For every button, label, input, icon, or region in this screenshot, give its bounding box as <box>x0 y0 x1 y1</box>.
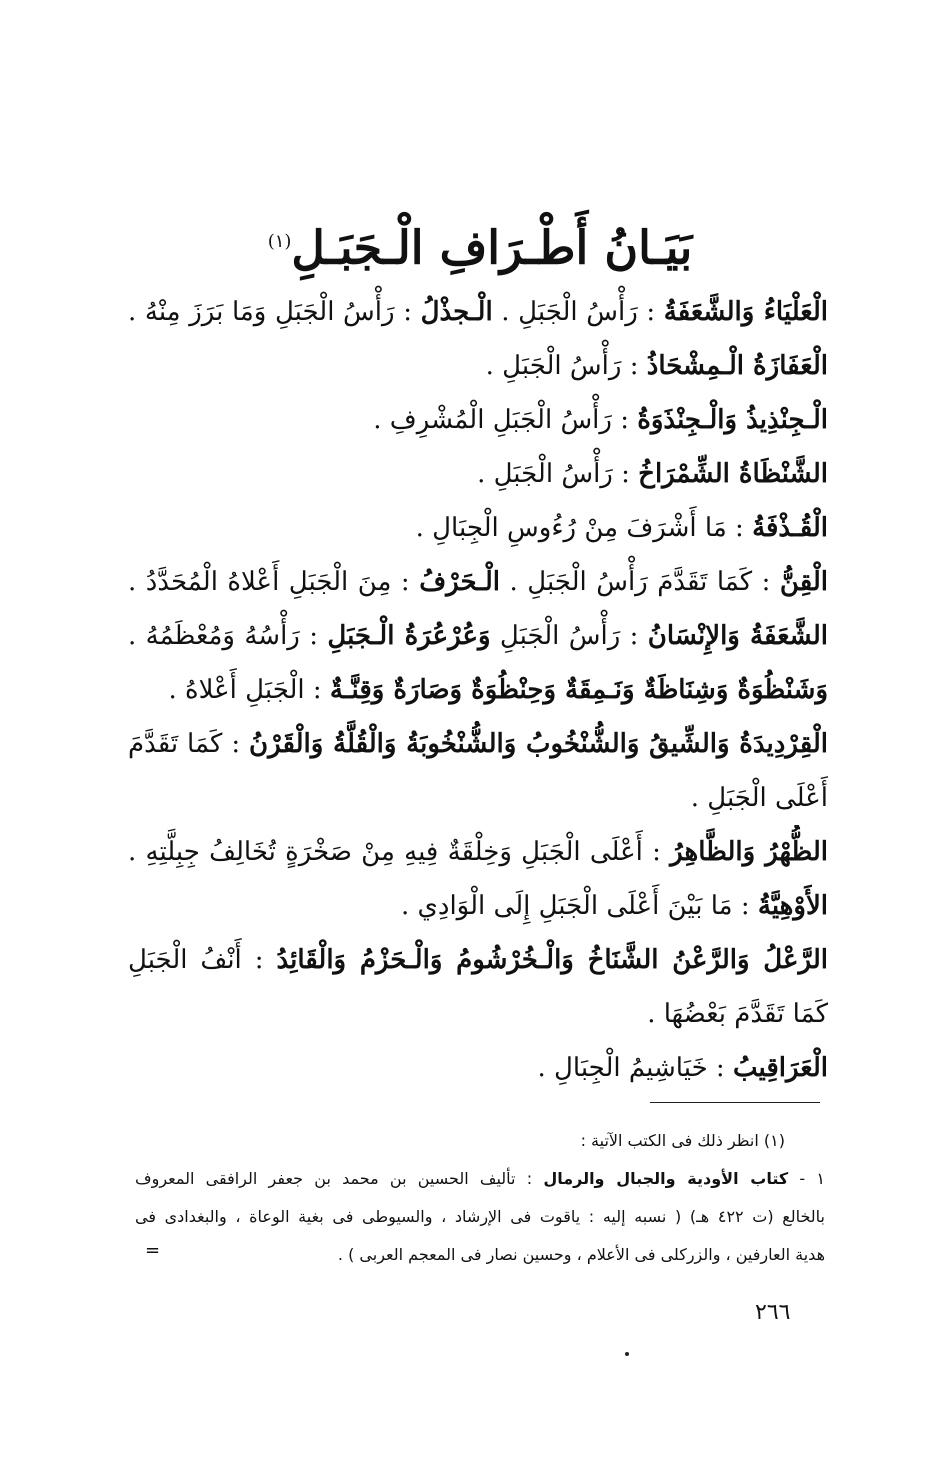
entry-definition: : رَأْسُ الْجَبَلِ . <box>477 459 639 489</box>
entry-continuation-line <box>128 987 828 1041</box>
entry-definition: : مَا بَيْنَ أَعْلَى الْجَبَلِ إِلَى الْوَادِي . <box>401 891 758 921</box>
footnote-line <box>135 1198 825 1236</box>
entry-definition: : أَنْفُ الْجَبَلِ <box>128 945 277 975</box>
entry-definition: : خَيَاشِيمُ الْجِبَالِ . <box>537 1053 733 1083</box>
entry-headword: الأَوْهِيَّةُ <box>757 891 828 921</box>
entry-definition: : كَمَا تَقَدَّمَ رَأْسُ الْجَبَلِ . <box>500 567 780 597</box>
entry-definition: : رَأْسُ الْجَبَلِ . <box>485 351 647 381</box>
footnote-line <box>135 1236 825 1274</box>
footnote-book-title: كتاب الأودية والجبال والرمال <box>543 1169 789 1188</box>
entry-definition: : كَمَا تَقَدَّمَ <box>128 729 250 759</box>
entry-line <box>128 555 828 609</box>
entry-line <box>128 447 828 501</box>
footnote-text: : تأليف الحسين بن محمد بن جعفر الرافقى المعروف <box>135 1169 544 1188</box>
entry-definition: : رَأْسُ الْجَبَلِ وَمَا بَرَزَ مِنْهُ . <box>128 297 421 327</box>
entry-line <box>128 879 828 933</box>
entry-headword: الْـحَرْفُ <box>419 567 501 597</box>
entry-definition: أَعْلَى الْجَبَلِ . <box>690 783 828 813</box>
entry-headword: وَعُرْعُرَةُ الْـجَبَلِ <box>327 621 491 651</box>
entry-line <box>128 933 828 987</box>
entry-headword: الْعَفَازَةُ الْـمِشْحَاذُ <box>646 351 828 381</box>
entry-definition: : رَأْسُ الْجَبَلِ . <box>492 297 664 327</box>
entry-definition: : رَأْسُ الْجَبَلِ الْمُشْرِفِ . <box>373 405 638 435</box>
entry-line <box>128 339 828 393</box>
entry-line <box>128 609 828 663</box>
entry-definition: : الْجَبَلِ أَعْلاهُ . <box>168 675 330 705</box>
entry-line <box>128 717 828 771</box>
entry-line <box>128 501 828 555</box>
entry-headword: الْـجِنْذِيذُ وَالْـجِنْذَوَةُ <box>637 405 828 435</box>
entry-headword: الظُّهْرُ وَالظَّاهِرُ <box>670 837 828 867</box>
footnote-intro <box>135 1122 825 1160</box>
page-number: ٢٦٦ <box>755 1300 791 1325</box>
entry-headword: الْعَلْيَاءُ وَالشَّعَفَةُ <box>663 297 828 327</box>
entry-line <box>128 663 828 717</box>
entry-headword: الْـجذْلُ <box>420 297 493 327</box>
entry-definition: : رَأْسُهُ وَمُعْظَمُهُ . <box>128 621 328 651</box>
section-title-text: بَيَـانُ أَطْـرَافِ الْـجَبَـلِ <box>291 220 693 275</box>
section-title <box>140 212 820 277</box>
entry-line <box>128 285 828 339</box>
footnote-text: هدية العارفين ، والزركلى فى الأعلام ، وحسين نصار فى المعجم العربى ) . <box>337 1245 825 1264</box>
entry-continuation-line <box>128 771 828 825</box>
footnote-intro-text: (١) انظر ذلك فى الكتب الآتية : <box>580 1131 785 1150</box>
footnote-line <box>135 1160 825 1198</box>
entry-line <box>128 825 828 879</box>
entry-definition: : أَعْلَى الْجَبَلِ وَخِلْقَةٌ فِيهِ مِنْ صَخْرَةٍ تُخَالِفُ جِبِلَّتِهِ . <box>128 837 671 867</box>
footnote-number: ١ - <box>788 1169 825 1188</box>
footnote-divider <box>650 1102 820 1103</box>
entry-definition: كَمَا تَقَدَّمَ بَعْضُهَا . <box>647 999 828 1029</box>
print-speck <box>625 1352 629 1356</box>
entry-headword: الشَّعَفَةُ وَالإِنْسَانُ <box>647 621 828 651</box>
entry-headword: الْقِرْدِيدَةُ وَالشِّيقُ وَالشُّنْخُوبُ وَالشُّنْخُوبَةُ وَالْقُلَّةُ وَالْقَرْنُ <box>249 729 828 759</box>
footnote-reference: (١) <box>267 231 292 252</box>
entry-headword: الشَّنْظَاةُ الشِّمْرَاخُ <box>638 459 828 489</box>
entry-headword: الرَّعْلُ وَالرَّعْنُ الشَّنَاخُ وَالْـخُرْشُومُ وَالْـحَزْمُ وَالْقَائِدُ <box>276 945 828 975</box>
continuation-mark: = <box>145 1240 161 1261</box>
footnote-text: بالخالع (ت ٤٢٢ هـ) ( نسبه إليه : ياقوت فى الإرشاد ، والسيوطى فى بغية الوعاة ، والبغدادى فى <box>135 1207 825 1226</box>
entry-headword: وَشَنْظُوَةٌ وَشِنَاظَةٌ وَنَـمِقَةٌ وَحِنْظُوَةٌ وَصَارَةٌ وَقِنَّـةٌ <box>329 675 828 705</box>
entry-definition: : مِنَ الْجَبَلِ أَعْلاهُ الْمُحَدَّدُ . <box>128 567 420 597</box>
entry-definition: : رَأْسُ الْجَبَلِ <box>490 621 648 651</box>
entry-line <box>128 393 828 447</box>
footnotes <box>135 1122 825 1274</box>
entry-headword: الْقُـذْفَةُ <box>752 513 828 543</box>
entry-definition: : مَا أَشْرَفَ مِنْ رُءُوسِ الْجِبَالِ . <box>415 513 753 543</box>
entry-line <box>128 1041 828 1095</box>
entry-headword: الْقِنُّ <box>779 567 828 597</box>
entries-list <box>128 285 828 1095</box>
entry-headword: الْعَرَاقِيبُ <box>732 1053 828 1083</box>
